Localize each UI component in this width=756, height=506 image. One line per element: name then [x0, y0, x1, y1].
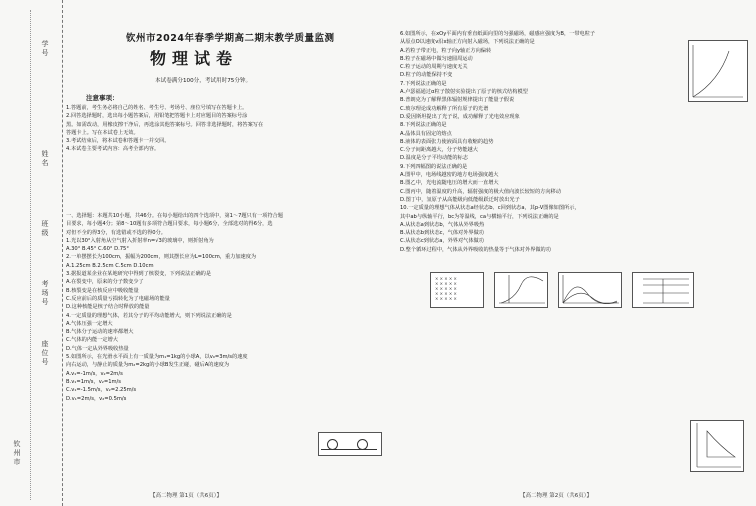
question-line: D.这种核能是核子结合时释放的能量	[66, 304, 150, 311]
notice-line: 黑。如需改动，用橡皮擦干净后，再选涂其他答案标号。回答非选择题时，将答案写在	[66, 121, 264, 128]
question-line: B.普朗克为了解释黑体辐射规律提出了能量子假说	[400, 97, 515, 104]
question-line: A.图甲中，电场线越密的地方电场强度越大	[400, 172, 499, 179]
question-line: D.爱因斯坦提出了光子说，成功解释了光电效应现象	[400, 113, 520, 120]
question-line: 8.下列说法正确的是	[400, 122, 447, 129]
question-line: C.粒子运动的周期与速度无关	[400, 64, 468, 71]
question-line: A.晶体具有固定的熔点	[400, 130, 452, 137]
binding-label-1: 学号	[41, 40, 49, 58]
question-line: B.图乙中，光电流随电压的增大而一直增大	[400, 180, 499, 187]
question-line: C.气体的内能一定增大	[66, 337, 118, 344]
question-line: 5.如图所示，在光滑水平面上有一质量为m₁=1kg的小球A，以v₀=3m/s的速度	[66, 354, 248, 361]
question-line: D.整个循环过程中，气体从外界吸收的热量等于气体对外界做的功	[400, 246, 551, 253]
notice-line: 3.考试结束后，将本试卷和答题卡一并交回。	[66, 138, 170, 145]
photocurrent-curve-icon	[495, 273, 547, 307]
binding-label-2: 姓名	[41, 150, 49, 168]
question-line: 2.一单摆摆长为100cm，振幅为200cm，则其摆长应为L=100cm，重力加速度为	[66, 254, 257, 261]
binding-margin	[0, 0, 63, 506]
notice-line: 答题卡上。写在本试卷上无效。	[66, 129, 139, 136]
binding-dotted-line	[30, 10, 31, 500]
question-line: B.气体分子运动的速率都增大	[66, 329, 134, 336]
question-line: D.v₁=2m/s，v₂=0.5m/s	[66, 395, 127, 402]
field-lines-icon: × × × × × × × × × × × × × × × × × × × × × × × × ×	[435, 276, 457, 301]
question-line: C.v₁=-1.5m/s，v₂=2.25m/s	[66, 387, 137, 394]
pv-diagram-figure	[690, 420, 744, 472]
exam-subline: 本试卷满分100分，考试用时75分钟。	[155, 78, 252, 84]
figure-ding	[632, 272, 694, 308]
question-line: 3.据报道某企业在某地研究中得到了核裂变，下列说法正确的是	[66, 271, 212, 278]
question-line: B.液体的表面张力使液面具有收缩的趋势	[400, 138, 494, 145]
question-line: 1.光以30°入射角从空气射入折射率n=√3的玻璃中，则折射角为	[66, 237, 214, 244]
exam-subject: 物理试卷	[150, 49, 239, 68]
question-line: A.从状态a到状态b，气体从外界吸热	[400, 221, 485, 228]
magnetic-field-figure	[688, 40, 748, 102]
question-line: B.v₁=1m/s，v₂=1m/s	[66, 378, 121, 385]
exam-title: 钦州市2024年春季学期高二期末教学质量监测	[126, 33, 335, 44]
notice-line: 4.本试卷主要考试内容：高考全部内容。	[66, 146, 160, 153]
figure-jia	[430, 272, 484, 308]
figure-yi	[494, 272, 548, 308]
question-line: D.气体一定从外界吸收热量	[66, 345, 129, 352]
question-line: C.反应前后的质量亏损转化为了电磁场的能量	[66, 295, 170, 302]
question-line: D.粒子的动能保持不变	[400, 72, 453, 79]
question-line: A.30° B.45° C.60° D.75°	[66, 246, 129, 253]
question-line: 目要求，每小题4分；第8～10题有多项符合题目要求，每小题6分，全部选对的得6分，选	[66, 221, 273, 228]
notice-line: 1.答题前，考生务必将自己的姓名、考生号、考场号、座位号填写在答题卡上。	[66, 105, 248, 111]
question-line: D.图丁中，氢原子从高能级向低能级跃迁时放出光子	[400, 196, 520, 203]
question-line: A.卢瑟福通过α粒子散射实验提出了原子的核式结构模型	[400, 89, 528, 96]
question-line: C.分子间距离越大，分子势能越大	[400, 147, 478, 154]
question-line: C.玻尔理论成功解释了所有原子的光谱	[400, 105, 489, 112]
question-line: B.粒子在磁场中做匀速圆周运动	[400, 55, 473, 62]
energy-level-icon	[633, 273, 693, 307]
binding-label-4: 考场号	[41, 280, 49, 307]
notice-block	[66, 104, 391, 158]
notice-title: 注意事项：	[86, 94, 119, 102]
question-line: A.1.25cm B.2.5cm C.5cm D.10cm	[66, 262, 154, 269]
figure-bing	[558, 272, 622, 308]
ground-line	[321, 449, 377, 450]
notice-line: 2.回答选择题时，选出每小题答案后，用铅笔把答题卡上对应题目的答案标号涂	[66, 113, 248, 120]
question-line: A.在裂变中，原来的分子数变少了	[66, 279, 144, 286]
question-line: A.若粒子带正电，粒子向y轴正方向偏转	[400, 47, 492, 54]
collision-figure	[318, 432, 382, 456]
question-line: 4.一定质量的理想气体，若其分子的平均动能增大，则下列说法正确的是	[66, 312, 232, 319]
question-line: 向右运动，与静止的质量为m₂=2kg的小球B发生正碰，碰后A的速度为	[66, 362, 230, 369]
footer-left: 【高二物理 第1页（共6页）】	[150, 493, 222, 499]
question-line: B.从状态b到状态c，气体对外界做功	[400, 230, 484, 237]
question-line: C.从状态c到状态a，外界对气体做功	[400, 238, 484, 245]
footer-right: 【高二物理 第2页（共6页）】	[520, 493, 592, 499]
binding-left-title: 钦州市	[13, 440, 21, 467]
question-line: A.v₁=-1m/s，v₂=2m/s	[66, 370, 123, 377]
question-line: 9.下列四幅图的说法正确的是	[400, 163, 468, 170]
question-line: A.气体压强一定增大	[66, 320, 113, 327]
question-line: 7.下列说法正确的是	[400, 80, 447, 87]
question-line: D.温度是分子平均动能的标志	[400, 155, 468, 162]
binding-label-3: 班级	[41, 220, 49, 238]
question-line: 从原点O以速度v沿x轴正方向射入磁场，下列说法正确的是	[400, 39, 535, 46]
question-line: B.核裂变是在核反应中吸收能量	[66, 287, 139, 294]
question-line: 10.一定质量的理想气体从状态a经状态b、c回到状态a，其p-V图像如图所示，	[400, 205, 580, 212]
trajectory-icon	[689, 41, 747, 101]
question-line: C.图丙中，随着温度的升高，辐射强度的极大值向波长较短的方向移动	[400, 188, 561, 195]
question-line: 对但不全的得3分，有选错或不选的得0分。	[66, 229, 166, 236]
question-line: 其中ab与纵轴平行，bc为等温线，ca与横轴平行，下列说法正确的是	[400, 213, 559, 220]
pv-cycle-icon	[691, 421, 743, 471]
question-line: 6.如图所示，在xOy平面内有垂直纸面向里的匀强磁场，磁感应强度为B，一带电粒子	[400, 31, 596, 37]
radiation-curve-icon	[559, 273, 621, 307]
question-line: 一、选择题：本题共10小题，共46分。在每小题给出的四个选项中，第1～7题只有一项符合题	[66, 213, 283, 219]
binding-label-5: 座位号	[41, 340, 49, 367]
